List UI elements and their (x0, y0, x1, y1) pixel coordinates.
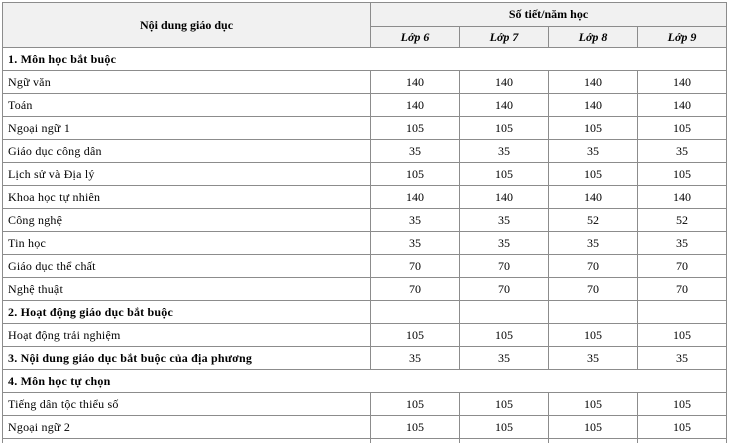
table-row-partial (3, 439, 727, 443)
section-row (3, 48, 727, 71)
period-count-cell: 105 (638, 393, 727, 416)
period-count-cell: 140 (371, 186, 460, 209)
period-count-cell: 140 (638, 71, 727, 94)
empty-cell (638, 439, 727, 443)
period-count-cell: 70 (460, 255, 549, 278)
period-count-cell: 35 (549, 140, 638, 163)
period-count-cell: 105 (460, 117, 549, 140)
period-count-cell: 140 (638, 94, 727, 117)
period-count-cell: 105 (371, 324, 460, 347)
period-count-cell: 35 (460, 347, 549, 370)
content-column-header: Nội dung giáo dục (3, 3, 371, 48)
curriculum-table (2, 2, 727, 443)
period-count-cell (549, 301, 638, 324)
period-count-cell (460, 301, 549, 324)
period-count-cell: 105 (638, 416, 727, 439)
period-count-cell: 105 (549, 393, 638, 416)
table-row (3, 117, 727, 140)
period-count-cell: 140 (549, 186, 638, 209)
period-count-cell: 105 (638, 117, 727, 140)
subject-label: Toán (3, 94, 371, 117)
period-count-cell: 105 (549, 416, 638, 439)
empty-cell (3, 439, 371, 443)
period-count-cell: 35 (460, 209, 549, 232)
period-count-cell: 105 (460, 416, 549, 439)
grade-header: Lớp 8 (549, 27, 638, 48)
table-row (3, 94, 727, 117)
subject-label: Khoa học tự nhiên (3, 186, 371, 209)
section-label: 4. Môn học tự chọn (3, 370, 727, 393)
grade-header: Lớp 6 (371, 27, 460, 48)
header-row (3, 3, 727, 27)
table-row (3, 163, 727, 186)
period-count-cell: 140 (638, 186, 727, 209)
periods-column-header: Số tiết/năm học (371, 3, 727, 27)
subject-label: Lịch sử và Địa lý (3, 163, 371, 186)
period-count-cell: 70 (638, 278, 727, 301)
period-count-cell (638, 301, 727, 324)
subject-label: Nghệ thuật (3, 278, 371, 301)
period-count-cell: 105 (371, 117, 460, 140)
period-count-cell: 70 (371, 255, 460, 278)
period-count-cell: 35 (460, 140, 549, 163)
period-count-cell: 52 (549, 209, 638, 232)
period-count-cell: 70 (549, 255, 638, 278)
period-count-cell: 70 (549, 278, 638, 301)
empty-cell (371, 439, 460, 443)
period-count-cell: 35 (549, 347, 638, 370)
subject-label: Ngoại ngữ 2 (3, 416, 371, 439)
table-row (3, 209, 727, 232)
section-row (3, 301, 727, 324)
table-row (3, 278, 727, 301)
period-count-cell: 105 (549, 163, 638, 186)
period-count-cell: 105 (638, 324, 727, 347)
period-count-cell: 140 (371, 71, 460, 94)
subject-label: Ngoại ngữ 1 (3, 117, 371, 140)
section-label: 1. Môn học bắt buộc (3, 48, 727, 71)
curriculum-table-container (2, 2, 727, 443)
period-count-cell: 35 (638, 140, 727, 163)
period-count-cell: 70 (638, 255, 727, 278)
grade-header: Lớp 9 (638, 27, 727, 48)
period-count-cell: 140 (549, 94, 638, 117)
period-count-cell: 105 (460, 163, 549, 186)
subject-label: Tiếng dân tộc thiểu số (3, 393, 371, 416)
period-count-cell: 105 (371, 393, 460, 416)
subject-label: Giáo dục thể chất (3, 255, 371, 278)
section-row (3, 347, 727, 370)
period-count-cell: 35 (460, 232, 549, 255)
empty-cell (460, 439, 549, 443)
grade-header: Lớp 7 (460, 27, 549, 48)
subject-label: Tin học (3, 232, 371, 255)
period-count-cell: 140 (549, 71, 638, 94)
period-count-cell: 105 (638, 163, 727, 186)
section-label: 3. Nội dung giáo dục bắt buộc của địa phương (3, 347, 371, 370)
period-count-cell: 35 (371, 232, 460, 255)
table-row (3, 324, 727, 347)
subject-label: Công nghệ (3, 209, 371, 232)
period-count-cell: 140 (460, 94, 549, 117)
period-count-cell: 105 (371, 416, 460, 439)
period-count-cell: 35 (371, 347, 460, 370)
table-row (3, 393, 727, 416)
table-row (3, 416, 727, 439)
subject-label: Giáo dục công dân (3, 140, 371, 163)
period-count-cell: 52 (638, 209, 727, 232)
period-count-cell: 35 (549, 232, 638, 255)
period-count-cell: 35 (638, 232, 727, 255)
period-count-cell: 70 (371, 278, 460, 301)
period-count-cell (371, 301, 460, 324)
period-count-cell: 105 (460, 393, 549, 416)
period-count-cell: 35 (371, 140, 460, 163)
table-row (3, 186, 727, 209)
period-count-cell: 140 (371, 94, 460, 117)
subject-label: Hoạt động trải nghiệm (3, 324, 371, 347)
table-row (3, 255, 727, 278)
period-count-cell: 140 (460, 186, 549, 209)
period-count-cell: 35 (371, 209, 460, 232)
section-label: 2. Hoạt động giáo dục bắt buộc (3, 301, 371, 324)
section-row (3, 370, 727, 393)
empty-cell (549, 439, 638, 443)
period-count-cell: 35 (638, 347, 727, 370)
subject-label: Ngữ văn (3, 71, 371, 94)
period-count-cell: 105 (460, 324, 549, 347)
period-count-cell: 140 (460, 71, 549, 94)
table-row (3, 71, 727, 94)
period-count-cell: 70 (460, 278, 549, 301)
table-row (3, 140, 727, 163)
period-count-cell: 105 (549, 117, 638, 140)
table-row (3, 232, 727, 255)
period-count-cell: 105 (549, 324, 638, 347)
table-body (3, 48, 727, 443)
period-count-cell: 105 (371, 163, 460, 186)
